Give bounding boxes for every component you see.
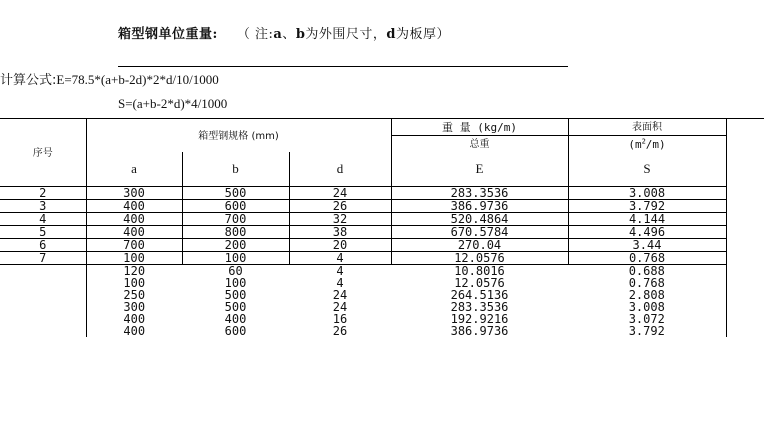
area-unit-sup: 2 (641, 136, 646, 145)
col-S-label: S (643, 161, 651, 176)
cell-S: 3.792 (568, 200, 726, 213)
cell-S: 0.768 (568, 252, 726, 265)
header-total-weight (391, 136, 568, 153)
cell-d: 24 (332, 288, 348, 302)
note-end: 为板厚） (396, 27, 451, 42)
cell-S: 3.44 (568, 239, 726, 252)
cell-b: 100 (224, 276, 247, 290)
title-underline (118, 66, 568, 67)
cell-S: 3.008 (568, 301, 726, 313)
cell-no: 3 (0, 200, 86, 213)
header-weight (391, 119, 568, 136)
cell-E: 192.9216 (450, 312, 509, 326)
sheet-title (118, 23, 450, 42)
header-spec-label: 箱型钢规格 (mm) (198, 130, 279, 142)
cell-b: 600 (182, 200, 289, 213)
cell-a: 100 (86, 277, 182, 289)
header-col-d (289, 152, 391, 187)
cell-S: 0.688 (568, 265, 726, 278)
cell-E: 283.3536 (391, 187, 568, 200)
cell-d: 4 (289, 252, 391, 265)
cell-d: 26 (332, 324, 348, 338)
cell-a: 120 (86, 265, 182, 278)
table-row (0, 301, 726, 313)
cell-E: 12.0576 (391, 252, 568, 265)
cell-d: 24 (289, 187, 391, 200)
cell-no: 6 (0, 239, 86, 252)
cell-S: 2.808 (568, 289, 726, 301)
note-a: a (273, 27, 283, 42)
formula-weight-line (0, 69, 219, 88)
table-row (0, 187, 726, 200)
cell-E: 520.4864 (391, 213, 568, 226)
header-weight-label: 重 量 (kg/m) (442, 120, 517, 134)
header-spec (86, 119, 391, 152)
cell-b: 600 (224, 324, 247, 338)
cell-a: 400 (86, 325, 182, 337)
table-row (0, 289, 726, 301)
cell-no: 4 (0, 213, 86, 226)
cell-a: 300 (86, 301, 182, 313)
cell-a: 400 (86, 213, 182, 226)
note-open: （ 注: (236, 27, 274, 42)
table-row (0, 252, 726, 265)
cell-b: 500 (224, 300, 247, 314)
header-col-E (391, 152, 568, 187)
table-row (0, 213, 726, 226)
table-row (0, 277, 726, 289)
note-sep: 、 (282, 27, 296, 42)
cell-E: 386.9736 (391, 200, 568, 213)
header-area (568, 119, 726, 136)
cell-b: 500 (224, 288, 247, 302)
note-b: b (295, 27, 306, 42)
cell-b: 800 (182, 226, 289, 239)
cell-b: 700 (182, 213, 289, 226)
table-row (0, 313, 726, 325)
formula-area: S=(a+b-2*d)*4/1000 (118, 96, 228, 111)
formula-weight: E=78.5*(a+b-2d)*2*d/10/1000 (56, 72, 219, 87)
cell-E: 264.5136 (450, 288, 509, 302)
cell-d: 26 (289, 200, 391, 213)
cell-a: 100 (86, 252, 182, 265)
col-a-label: a (131, 161, 137, 176)
cell-E: 386.9736 (450, 324, 509, 338)
header-col-S (568, 152, 726, 187)
table-body (0, 119, 726, 337)
cell-no-empty (0, 325, 86, 337)
col-b-label: b (232, 161, 239, 176)
steel-weight-table (0, 119, 727, 337)
area-unit-post: /m) (645, 137, 666, 151)
note-mid: 为外围尺寸， (305, 27, 387, 42)
cell-d: 16 (332, 312, 348, 326)
cell-no-empty (0, 265, 86, 278)
cell-no: 2 (0, 187, 86, 200)
title-main: 箱型钢单位重量: (118, 27, 218, 42)
cell-E: 270.04 (391, 239, 568, 252)
cell-b: 400 (224, 312, 247, 326)
area-unit (628, 138, 665, 151)
header-seq-label: 序号 (32, 147, 53, 159)
cell-E: 670.5784 (391, 226, 568, 239)
cell-no-empty (0, 289, 86, 301)
cell-b: 200 (182, 239, 289, 252)
cell-no-empty (0, 313, 86, 325)
cell-a: 400 (86, 200, 182, 213)
table-row (0, 325, 726, 337)
cell-a: 300 (86, 187, 182, 200)
header-row-1 (0, 119, 726, 136)
cell-a: 700 (86, 239, 182, 252)
cell-d: 20 (289, 239, 391, 252)
header-area-unit (568, 136, 726, 153)
cell-E: 12.0576 (454, 276, 505, 290)
cell-d: 24 (332, 300, 348, 314)
cell-a: 250 (86, 289, 182, 301)
cell-b: 60 (228, 264, 243, 278)
header-col-a (86, 152, 182, 187)
header-area-label: 表面积 (632, 122, 662, 133)
cell-E: 10.8016 (454, 264, 505, 278)
header-seq (0, 119, 86, 187)
cell-E: 283.3536 (450, 300, 509, 314)
col-E-label: E (475, 161, 484, 176)
area-unit-pre: (m (628, 137, 642, 151)
cell-a: 400 (86, 226, 182, 239)
header-total-weight-label: 总重 (469, 139, 490, 150)
cell-b: 500 (182, 187, 289, 200)
cell-no-empty (0, 301, 86, 313)
cell-d: 32 (289, 213, 391, 226)
cell-b: 100 (182, 252, 289, 265)
cell-d: 38 (289, 226, 391, 239)
cell-S: 3.072 (568, 313, 726, 325)
cell-S: 3.792 (568, 325, 726, 337)
cell-no: 7 (0, 252, 86, 265)
cell-S: 4.144 (568, 213, 726, 226)
header-row-3 (0, 152, 726, 187)
cell-d: 4 (336, 276, 344, 290)
cell-d: 4 (336, 264, 344, 278)
cell-no: 5 (0, 226, 86, 239)
cell-S: 3.008 (568, 187, 726, 200)
header-col-b (182, 152, 289, 187)
title-note (237, 27, 450, 42)
table-row (0, 239, 726, 252)
note-d: d (386, 27, 397, 42)
cell-no-empty (0, 277, 86, 289)
cell-S: 4.496 (568, 226, 726, 239)
cell-a: 400 (86, 313, 182, 325)
formula-label: 计算公式: (0, 73, 57, 88)
table-row (0, 265, 726, 278)
table-row (0, 200, 726, 213)
col-d-label: d (336, 161, 344, 176)
table-row (0, 226, 726, 239)
cell-S: 0.768 (568, 277, 726, 289)
